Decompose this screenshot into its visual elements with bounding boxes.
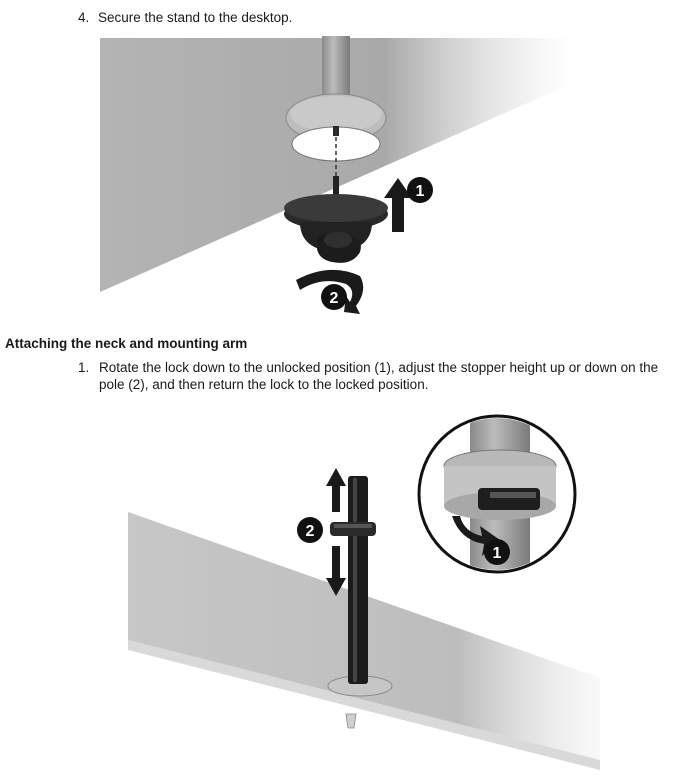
svg-text:2: 2 — [305, 523, 315, 540]
step-rotate-lock — [78, 359, 678, 393]
callout-1 — [407, 177, 433, 203]
step-number: 1. — [78, 360, 90, 375]
step-text: Secure the stand to the desktop. — [98, 10, 293, 25]
callout-2 — [321, 284, 347, 310]
callout-2-fig2 — [297, 517, 323, 543]
step-number: 4. — [78, 10, 90, 25]
svg-text:1: 1 — [415, 183, 425, 200]
svg-text:2: 2 — [329, 290, 339, 307]
figure-neck-arm — [128, 410, 600, 770]
step-text: Rotate the lock down to the unlocked position (1), adjust the stopper height up or down on the pole (2), and then return the lock to the locked position. — [99, 360, 659, 392]
black-pole — [348, 476, 368, 684]
magnified-inset — [419, 410, 575, 580]
svg-text:1: 1 — [492, 545, 502, 562]
callout-1-fig2 — [484, 539, 510, 565]
section-heading: Attaching the neck and mounting arm — [5, 336, 248, 351]
